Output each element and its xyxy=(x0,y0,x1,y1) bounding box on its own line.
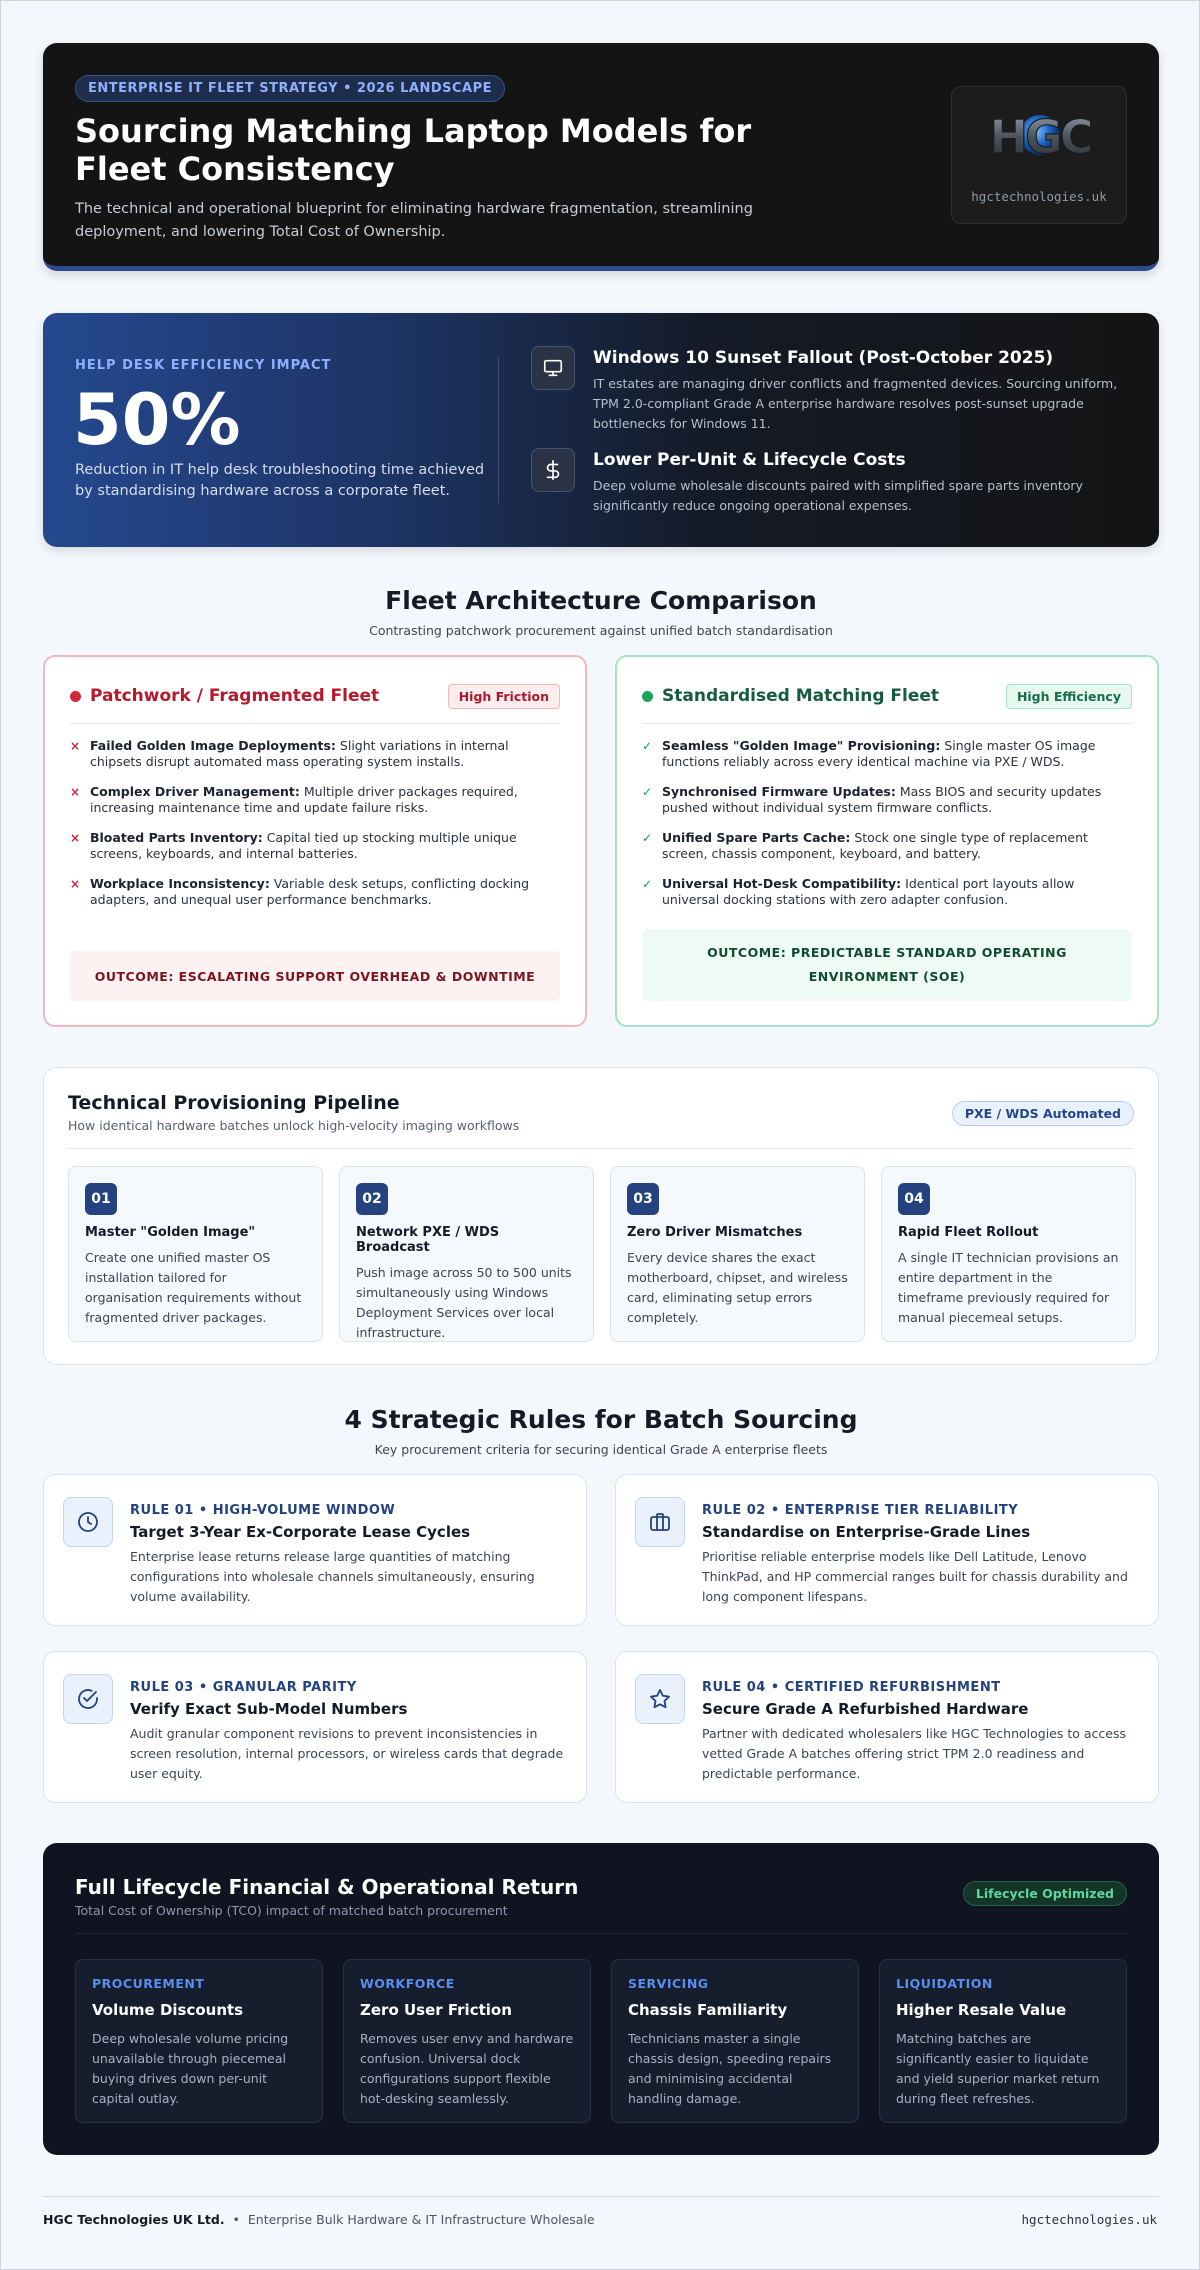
lifecycle-kicker: LIQUIDATION xyxy=(896,1976,993,1991)
divider xyxy=(70,723,560,724)
rule-text: Enterprise lease returns release large quantities of matching configurations into wholesale channels simultaneously, ensuring volume availability. xyxy=(130,1549,535,1604)
step-title: Rapid Fleet Rollout xyxy=(898,1225,1039,1240)
rule-card xyxy=(43,1651,587,1803)
hero-badge: ENTERPRISE IT FLEET STRATEGY • 2026 LANDSCAPE xyxy=(75,75,505,102)
lifecycle-kicker: SERVICING xyxy=(628,1976,709,1991)
rule-kicker: RULE 04 • CERTIFIED REFURBISHMENT xyxy=(702,1680,1001,1695)
comparison-title: Fleet Architecture Comparison xyxy=(385,586,817,615)
rule-card xyxy=(43,1474,587,1626)
stats-divider xyxy=(498,357,499,503)
briefcase-icon xyxy=(635,1497,685,1547)
rule-kicker: RULE 01 • HIGH-VOLUME WINDOW xyxy=(130,1503,396,1518)
stats-description: Reduction in IT help desk troubleshooting time achieved by standardising hardware across a corporate fleet. xyxy=(75,462,485,499)
check-icon: ✓ xyxy=(642,877,653,891)
standardised-list xyxy=(642,738,1132,908)
fragmented-fleet-card xyxy=(43,655,587,1027)
lifecycle-card xyxy=(343,1959,591,2123)
rule-text: Partner with dedicated wholesalers like HGC Technologies to access vetted Grade A batches offering strict TPM 2.0 readiness and predictable performance. xyxy=(702,1726,1126,1781)
clock-icon xyxy=(63,1497,113,1547)
list-item: × Workplace Inconsistency: Variable desk setups, conflicting docking adapters, and unequal user performance benchmarks. xyxy=(70,876,530,907)
list-item: × Complex Driver Management: Multiple driver packages required, increasing maintenance time and update failure risks. xyxy=(70,784,518,815)
lifecycle-subtitle: Total Cost of Ownership (TCO) impact of matched batch procurement xyxy=(75,1903,508,1918)
step-number: 04 xyxy=(898,1183,930,1215)
rule-title: Standardise on Enterprise-Grade Lines xyxy=(702,1523,1031,1541)
lifecycle-card xyxy=(75,1959,323,2123)
lifecycle-card-text: Deep wholesale volume pricing unavailable through piecemeal buying drives down per-unit capital outlay. xyxy=(92,2031,289,2106)
cross-icon: × xyxy=(70,831,81,845)
lifecycle-card-title: Higher Resale Value xyxy=(896,2001,1067,2019)
hero-subtitle: The technical and operational blueprint for eliminating hardware fragmentation, streamlining deployment, and lowering Total Cost of Ownership. xyxy=(75,201,753,240)
lifecycle-card-title: Chassis Familiarity xyxy=(628,2001,788,2019)
stat-title: Lower Per-Unit & Lifecycle Costs xyxy=(593,450,906,470)
step-number: 03 xyxy=(627,1183,659,1215)
rules-subtitle: Key procurement criteria for securing identical Grade A enterprise fleets xyxy=(374,1442,828,1457)
divider xyxy=(75,1933,1127,1934)
lifecycle-title: Full Lifecycle Financial & Operational Return xyxy=(75,1875,579,1899)
rule-text: Audit granular component revisions to prevent inconsistencies in screen resolution, internal processors, or wireless cards that degrade user equity. xyxy=(130,1726,564,1781)
cross-icon: × xyxy=(70,877,81,891)
star-icon xyxy=(635,1674,685,1724)
footer-domain-link[interactable]: hgctechnologies.uk xyxy=(1021,2212,1157,2227)
footer-divider xyxy=(43,2196,1159,2197)
rules-title: 4 Strategic Rules for Batch Sourcing xyxy=(344,1405,858,1434)
stats-panel xyxy=(43,313,1159,547)
pipeline-step xyxy=(339,1166,594,1342)
provisioning-pipeline xyxy=(43,1067,1159,1365)
list-item: ✓ Seamless "Golden Image" Provisioning: Single master OS image functions reliably across every identical machine via PXE / WDS. xyxy=(642,738,1096,769)
lifecycle-kicker: PROCUREMENT xyxy=(92,1976,205,1991)
list-item: ✓ Unified Spare Parts Cache: Stock one single type of replacement screen, chassis component, keyboard, and battery. xyxy=(642,830,1088,861)
list-item: ✓ Universal Hot-Desk Compatibility: Identical port layouts allow universal docking stations with zero adapter confusion. xyxy=(642,876,1075,907)
efficiency-badge: High Efficiency xyxy=(1006,684,1132,709)
lifecycle-card-title: Volume Discounts xyxy=(92,2001,244,2019)
logo-domain: hgctechnologies.uk xyxy=(971,189,1107,204)
footer-company: HGC Technologies UK Ltd. • Enterprise Bulk Hardware & IT Infrastructure Wholesale xyxy=(43,2212,595,2227)
stat-title: Windows 10 Sunset Fallout (Post-October 2025) xyxy=(593,348,1054,368)
rule-text: Prioritise reliable enterprise models like Dell Latitude, Lenovo ThinkPad, and HP commercial ranges built for chassis durability and long component lifespans. xyxy=(702,1549,1128,1604)
standardised-outcome: OUTCOME: PREDICTABLE STANDARD OPERATING ENVIRONMENT (SOE) xyxy=(642,929,1132,1001)
step-text: A single IT technician provisions an entire department in the timeframe previously required for manual piecemeal setups. xyxy=(898,1250,1119,1325)
lifecycle-card-text: Removes user envy and hardware confusion. Universal dock configurations support flexible hot-desking seamlessly. xyxy=(360,2031,574,2106)
lifecycle-badge: Lifecycle Optimized xyxy=(963,1881,1127,1906)
stats-label: HELP DESK EFFICIENCY IMPACT xyxy=(75,358,332,373)
monitor-icon xyxy=(531,346,575,390)
status-dot-icon xyxy=(70,691,81,702)
pipeline-step xyxy=(610,1166,865,1342)
stats-big-number: 50% xyxy=(73,379,241,461)
check-icon: ✓ xyxy=(642,785,653,799)
step-title: Master "Golden Image" xyxy=(85,1225,256,1240)
pipeline-step xyxy=(881,1166,1136,1342)
comparison-subtitle: Contrasting patchwork procurement against unified batch standardisation xyxy=(369,623,833,638)
stat-text: Deep volume wholesale discounts paired with simplified spare parts inventory significantly reduce ongoing operational expenses. xyxy=(593,478,1083,513)
standardised-fleet-title: Standardised Matching Fleet xyxy=(642,686,939,706)
pipeline-subtitle: How identical hardware batches unlock high-velocity imaging workflows xyxy=(68,1118,520,1133)
standardised-fleet-card xyxy=(615,655,1159,1027)
check-circle-icon xyxy=(63,1674,113,1724)
cross-icon: × xyxy=(70,739,81,753)
lifecycle-card-title: Zero User Friction xyxy=(360,2001,512,2019)
divider xyxy=(68,1148,1134,1149)
page-title: Sourcing Matching Laptop Models for Fleet Consistency xyxy=(75,112,752,188)
step-text: Every device shares the exact motherboard, chipset, and wireless card, eliminating setup errors completely. xyxy=(627,1250,848,1325)
rule-title: Verify Exact Sub-Model Numbers xyxy=(130,1700,408,1718)
pipeline-step xyxy=(68,1166,323,1342)
rule-kicker: RULE 03 • GRANULAR PARITY xyxy=(130,1680,357,1695)
fragmented-outcome: OUTCOME: ESCALATING SUPPORT OVERHEAD & DOWNTIME xyxy=(70,951,560,1001)
cross-icon: × xyxy=(70,785,81,799)
step-number: 02 xyxy=(356,1183,388,1215)
rule-card xyxy=(615,1474,1159,1626)
list-item: ✓ Synchronised Firmware Updates: Mass BIOS and security updates pushed without individual system firmware conflicts. xyxy=(642,784,1102,815)
lifecycle-card xyxy=(611,1959,859,2123)
pipeline-title: Technical Provisioning Pipeline xyxy=(68,1092,400,1114)
fragmented-fleet-title: Patchwork / Fragmented Fleet xyxy=(70,686,379,706)
list-item: × Bloated Parts Inventory: Capital tied up stocking multiple unique screens, keyboards, and internal batteries. xyxy=(70,830,517,861)
rule-card xyxy=(615,1651,1159,1803)
step-title: Zero Driver Mismatches xyxy=(627,1225,803,1240)
lifecycle-card-text: Technicians master a single chassis design, speeding repairs and minimising accidental handling damage. xyxy=(628,2031,832,2106)
dollar-icon xyxy=(531,448,575,492)
status-dot-icon xyxy=(642,691,653,702)
fragmented-list xyxy=(70,738,560,908)
hero-banner xyxy=(43,43,1159,271)
step-text: Create one unified master OS installation tailored for organisation requirements without fragmented driver packages. xyxy=(85,1250,302,1325)
divider xyxy=(642,723,1132,724)
step-number: 01 xyxy=(85,1183,117,1215)
lifecycle-kicker: WORKFORCE xyxy=(360,1976,455,1991)
lifecycle-card-text: Matching batches are significantly easier to liquidate and yield superior market return during fleet refreshes. xyxy=(896,2031,1100,2106)
check-icon: ✓ xyxy=(642,739,653,753)
step-title: Network PXE / WDS Broadcast xyxy=(356,1225,500,1255)
step-text: Push image across 50 to 500 units simultaneously using Windows Deployment Services over local infrastructure. xyxy=(356,1265,572,1340)
lifecycle-card xyxy=(879,1959,1127,2123)
pipeline-badge: PXE / WDS Automated xyxy=(952,1101,1134,1126)
friction-badge: High Friction xyxy=(448,684,560,709)
list-item: × Failed Golden Image Deployments: Slight variations in internal chipsets disrupt automated mass operating system installs. xyxy=(70,738,509,769)
rule-kicker: RULE 02 • ENTERPRISE TIER RELIABILITY xyxy=(702,1503,1019,1518)
hgc-logo-graphic xyxy=(974,109,1106,165)
svg-text:HGC: HGC xyxy=(989,110,1091,164)
lifecycle-panel xyxy=(43,1843,1159,2155)
check-icon: ✓ xyxy=(642,831,653,845)
company-logo xyxy=(951,86,1127,224)
rule-title: Target 3-Year Ex-Corporate Lease Cycles xyxy=(130,1523,471,1541)
stat-text: IT estates are managing driver conflicts and fragmented devices. Sourcing uniform, TPM 2.0-compliant Grade A enterprise hardware resolves post-sunset upgrade bottlenecks for Windows 11. xyxy=(593,376,1118,431)
rule-title: Secure Grade A Refurbished Hardware xyxy=(702,1700,1029,1718)
